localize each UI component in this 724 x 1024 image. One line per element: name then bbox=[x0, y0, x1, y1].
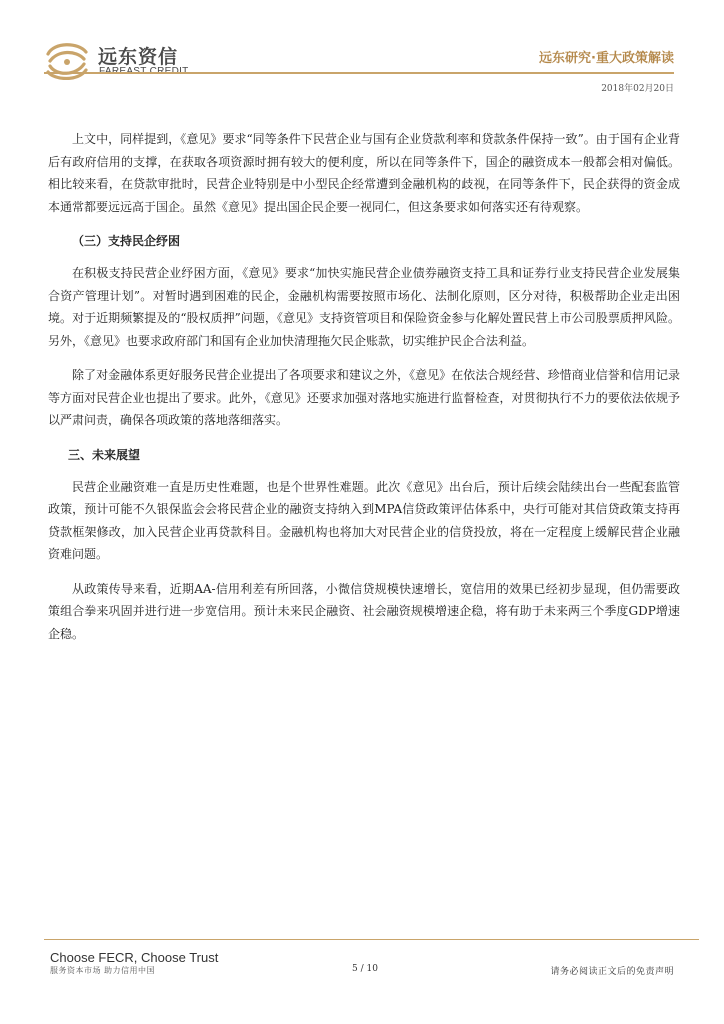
paragraph-compliance-requirements: 除了对金融体系更好服务民营企业提出了各项要求和建议之外，《意见》在依法合规经营、珍惜商业信誉和信用记录等方面对民营企业也提出了要求。此外，《意见》还要求加强对落地实施进行监督检查，对贯彻执行不力的要依法依规予以严肃问责，确保各项政策的落地落细落实。 bbox=[48, 368, 680, 427]
disclaimer-notice: 请务必阅读正文后的免责声明 bbox=[550, 967, 674, 977]
footer-slogan: Choose FECR, Choose Trust bbox=[50, 950, 219, 965]
fareast-credit-logo bbox=[44, 40, 204, 82]
report-date: 2018年02月20日 bbox=[601, 84, 674, 94]
paragraph-outlook-credit: 从政策传导来看，近期AA-信用利差有所回落，小微信贷规模快速增长，宽信用的效果已经初步显现，但仍需要政策组合拳来巩固并进行进一步宽信用。预计未来民企融资、社会融资规模增速企稳，将有助于未来两三个季度GDP增速企稳。 bbox=[48, 581, 680, 641]
logo-mark-icon bbox=[44, 40, 90, 80]
logo-chinese-name: 远东资信 bbox=[98, 46, 179, 68]
header-divider bbox=[44, 72, 674, 74]
paragraph-outlook-policy: 民营企业融资难一直是历史性难题，也是个世界性难题。此次《意见》出台后，预计后续会陆续出台一些配套监管政策，预计可能不久银保监会会将民营企业的融资支持纳入到MPA信贷政策评估体系中，央行可能对其信贷政策支持再贷款框架修改，加入民营企业再贷款科目。金融机构也将加大对民营企业的信贷投放，将在一定程度上缓解民营企业融资难问题。 bbox=[48, 479, 680, 561]
footer-divider bbox=[44, 939, 699, 940]
paragraph-equal-treatment: 上文中，同样提到，《意见》要求“同等条件下民营企业与国有企业贷款利率和贷款条件保持一致”。由于国有企业背后有政府信用的支撑，在获取各项资源时拥有较大的便利度，所以在同等条件下，国企的融资成本一般都会相对偏低。相比较来看，在贷款审批时，民营企业特别是中小型民企经常遭到金融机构的歧视，在同等条件下，民企获得的资金成本通常都要远远高于国企。虽然《意见》提出国企民企要一视同仁，但这条要求如何落实还有待观察。 bbox=[48, 132, 680, 214]
section-heading-support-relief: （三）支持民企纾困 bbox=[72, 234, 181, 248]
report-body bbox=[48, 128, 680, 657]
section-heading-outlook: 三、未来展望 bbox=[68, 447, 141, 462]
report-series-title: 远东研究·重大政策解读 bbox=[539, 51, 674, 66]
paragraph-relief-measures: 在积极支持民营企业纾困方面，《意见》要求“加快实施民营企业债券融资支持工具和证券行业支持民营企业发展集合资产管理计划”。对暂时遇到困难的民企，金融机构需要按照市场化、法制化原则，区分对待，积极帮助企业走出困境。对于近期频繁提及的“股权质押”问题，《意见》支持资管项目和保险资金参与化解处置民营上市公司股票质押风险。另外，《意见》也要求政府部门和国有企业加快清理拖欠民企账款，切实维护民企合法利益。 bbox=[48, 266, 680, 348]
page-header bbox=[0, 0, 724, 110]
page-number: 5 / 10 bbox=[352, 964, 378, 974]
footer-tagline: 服务资本市场 助力信用中国 bbox=[50, 966, 156, 975]
